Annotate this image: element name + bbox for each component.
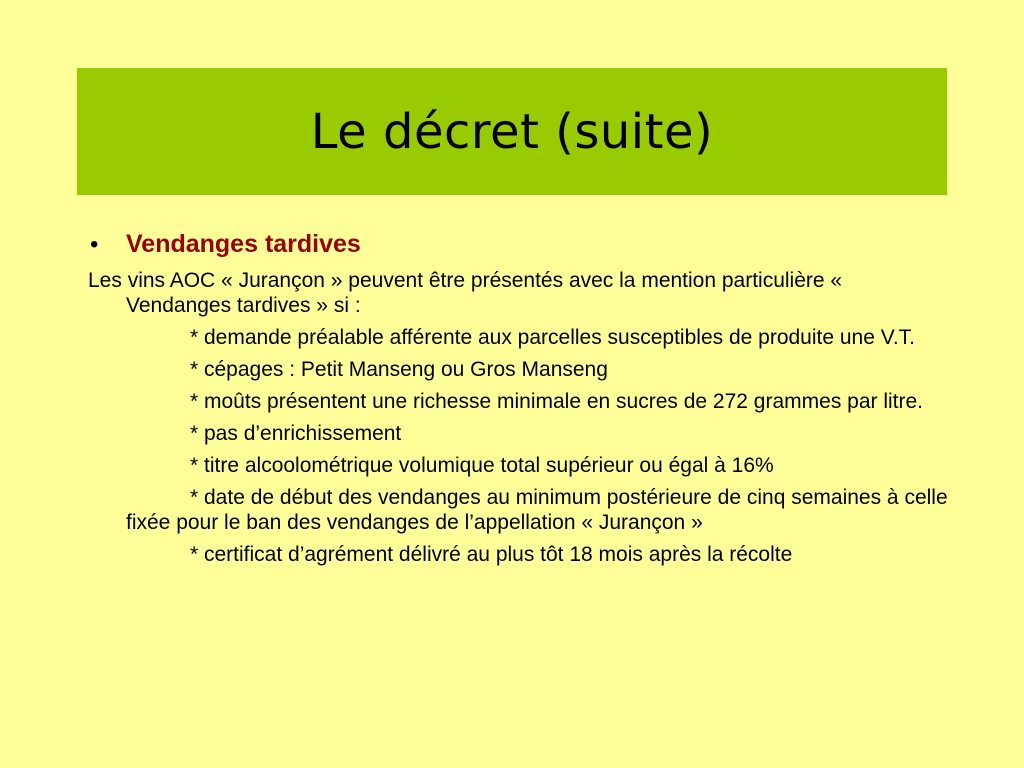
bullet-icon: • xyxy=(90,231,99,258)
list-item-text: * moûts présentent une richesse minimale en sucres de 272 grammes par litre. xyxy=(190,390,924,413)
list-item xyxy=(88,421,948,446)
list-item xyxy=(88,357,948,382)
list-item-text: * date de début des vendanges au minimum postérieure de cinq semaines à celle fixée pour le ban des vendanges de l’appellation « Jurançon » xyxy=(126,486,948,534)
list-item xyxy=(88,485,948,535)
title-banner xyxy=(77,68,947,195)
slide-title: Le décret (suite) xyxy=(310,103,714,160)
list-item-text: * certificat d’agrément délivré au plus tôt 18 mois après la récolte xyxy=(190,543,793,566)
list-item xyxy=(88,542,948,567)
list-item xyxy=(88,453,948,478)
list-item-text: * titre alcoolométrique volumique total supérieur ou égal à 16% xyxy=(190,454,774,477)
list-item-text: * demande préalable afférente aux parcelles susceptibles de produite une V.T. xyxy=(190,326,915,349)
list-item xyxy=(88,325,948,350)
list-item-text: * pas d’enrichissement xyxy=(190,422,402,445)
list-item-text: * cépages : Petit Manseng ou Gros Manseng xyxy=(190,358,608,381)
list-item xyxy=(88,389,948,414)
slide-body xyxy=(88,226,948,574)
intro-paragraph: Les vins AOC « Jurançon » peuvent être présentés avec la mention particulière « Vendanges tardives » si : xyxy=(88,269,843,317)
bullet-heading: Vendanges tardives xyxy=(126,230,361,258)
bullet-row xyxy=(88,226,948,262)
